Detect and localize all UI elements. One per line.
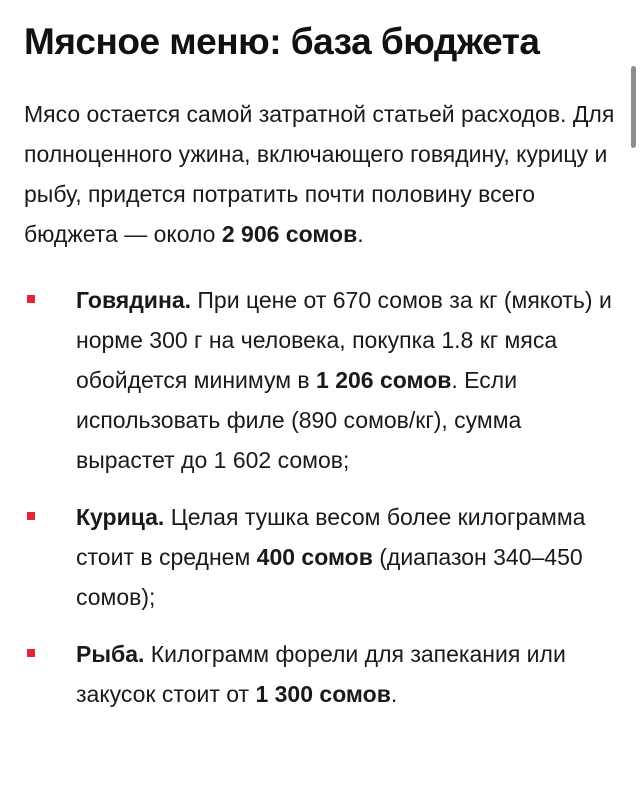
article [24, 0, 620, 731]
intro-text: Мясо остается самой затратной статьей расходов. Для полноценного ужина, включающего говядину, курицу и рыбу, придется потратить почти половину всего бюджета — около [24, 101, 615, 247]
item-text-end: . [390, 681, 398, 707]
item-term: Говядина. [76, 287, 192, 313]
item-price: 1 300 сомов [255, 681, 391, 707]
item-term: Рыба. [76, 641, 145, 667]
item-text-end: . Если использовать филе (890 сомов/кг), сумма вырастет до 1 602 сомов; [76, 367, 522, 473]
article-title: Мясное меню: база бюджета [24, 21, 540, 62]
item-price: 400 сомов [256, 544, 373, 570]
list-item-chicken [24, 497, 620, 617]
item-term: Курица. [76, 504, 165, 530]
intro-end: . [357, 221, 364, 247]
item-text: При цене от 670 сомов за кг (мякоть) и норме 300 г на человека, покупка 1.8 кг мяса обойдется минимум в [76, 287, 612, 393]
intro-paragraph [24, 94, 620, 254]
cost-list [24, 280, 620, 714]
bullet-icon [27, 512, 35, 520]
item-text: Целая тушка весом более килограмма стоит в среднем [76, 504, 586, 570]
bullet-icon [27, 295, 35, 303]
item-price: 1 206 сомов [316, 367, 452, 393]
bullet-icon [27, 649, 35, 657]
scrollbar-thumb[interactable] [631, 66, 636, 148]
intro-amount: 2 906 сомов [221, 221, 358, 247]
item-text: Килограмм форели для запекания или закусок стоит от [76, 641, 566, 707]
list-item-fish [24, 634, 620, 714]
list-item-beef [24, 280, 620, 480]
item-text-end: (диапазон 340–450 сомов); [76, 544, 583, 610]
